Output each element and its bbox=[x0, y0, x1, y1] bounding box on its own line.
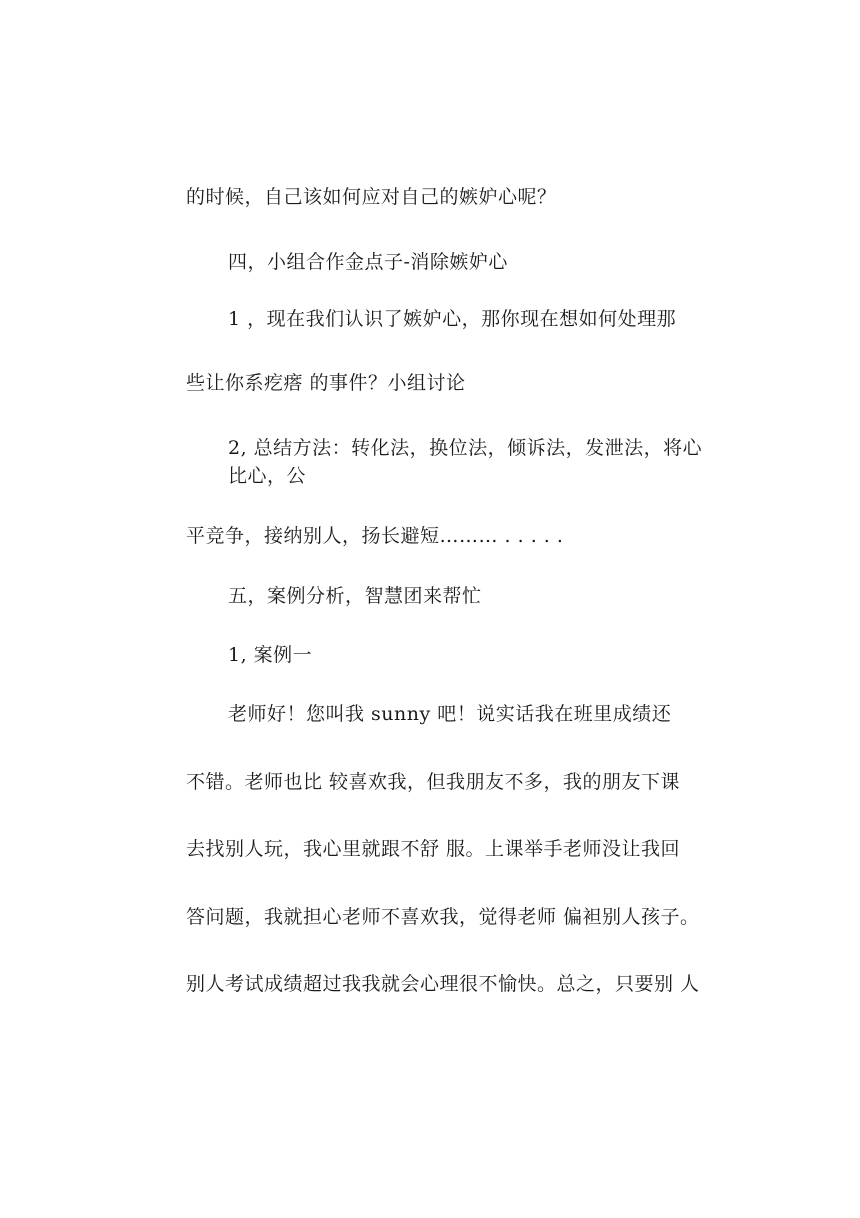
text-line-4: 些让你系疙瘩 的事件？小组讨论 bbox=[186, 372, 466, 394]
case-heading-1: 1, 案例一 bbox=[228, 644, 313, 666]
text-line-6: 平竞争，接纳别人，扬长避短……… . . . . . bbox=[186, 525, 564, 547]
text-line-11: 去找别人玩，我心里就跟不舒 服。上课举手老师没让我回 bbox=[186, 838, 681, 860]
text-line-10: 不错。老师也比 较喜欢我，但我朋友不多，我的朋友下课 bbox=[186, 771, 681, 793]
text-line-1: 的时候，自己该如何应对自己的嫉妒心呢？ bbox=[186, 186, 557, 208]
section-heading-4: 四，小组合作金点子-消除嫉妒心 bbox=[228, 251, 508, 273]
text-line-3: 1 ，现在我们认识了嫉妒心，那你现在想如何处理那 bbox=[228, 308, 677, 330]
text-line-13: 别人考试成绩超过我我就会心理很不愉快。总之，只要别 人 bbox=[186, 973, 700, 995]
section-heading-5: 五，案例分析，智慧团来帮忙 bbox=[228, 585, 482, 607]
text-line-12: 答问题，我就担心老师不喜欢我，觉得老师 偏袒别人孩子。 bbox=[186, 906, 700, 928]
text-line-9: 老师好！您叫我 sunny 吧！说实话我在班里成绩还 bbox=[228, 703, 672, 725]
text-line-5: 2, 总结方法：转化法，换位法，倾诉法，发泄法，将心比心，公 bbox=[228, 437, 703, 487]
